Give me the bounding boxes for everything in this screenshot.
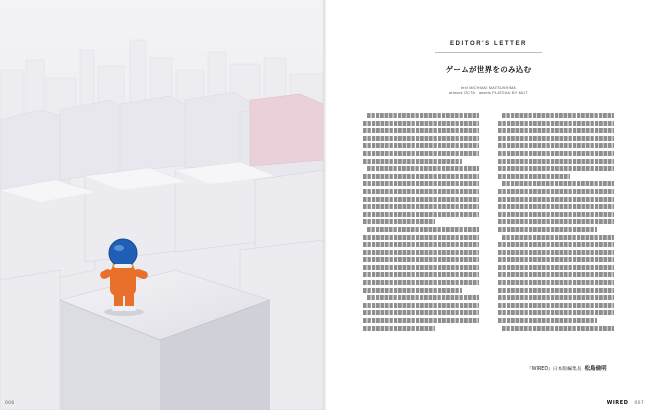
- text-line: [498, 219, 614, 224]
- body-column-right: [498, 113, 614, 335]
- text-line: [363, 326, 435, 331]
- astronaut-city-illustration: [0, 0, 323, 410]
- editor-title: 『WIRED』日本版編集長: [527, 367, 582, 372]
- text-credit: text MICHIAKI MATSUSHIMA: [461, 86, 516, 90]
- text-line: [498, 189, 614, 194]
- header-rule: [435, 52, 542, 53]
- text-line: [498, 303, 614, 308]
- text-line: [498, 310, 614, 315]
- page-number-right: 007: [634, 401, 644, 406]
- text-line: [498, 128, 614, 133]
- text-line: [363, 189, 479, 194]
- text-line: [363, 280, 479, 285]
- text-line: [363, 242, 479, 247]
- text-line: [498, 295, 614, 300]
- text-line: [502, 181, 614, 186]
- text-line: [498, 166, 614, 171]
- text-line: [502, 326, 614, 331]
- text-line: [363, 310, 479, 315]
- text-line: [498, 280, 614, 285]
- text-line: [367, 113, 479, 118]
- text-line: [498, 136, 614, 141]
- artwork-credit: artwork OCTA · assets PLATEAU BY MLIT: [448, 91, 529, 95]
- text-line: [363, 318, 479, 323]
- text-line: [363, 212, 479, 217]
- credits: [327, 86, 650, 96]
- text-line: [498, 121, 614, 126]
- text-line: [363, 181, 479, 186]
- text-line: [363, 174, 479, 179]
- text-line: [498, 250, 614, 255]
- text-line: [367, 227, 479, 232]
- text-line: [363, 265, 479, 270]
- text-line: [363, 257, 479, 262]
- section-kicker: EDITOR'S LETTER: [450, 41, 527, 47]
- text-line: [363, 303, 479, 308]
- page-number-left: 006: [5, 401, 15, 406]
- text-line: [502, 235, 614, 240]
- text-line: [498, 288, 614, 293]
- body-column-left: [363, 113, 479, 335]
- text-line: [363, 235, 479, 240]
- text-line: [363, 272, 479, 277]
- text-line: [363, 197, 479, 202]
- right-page: [327, 0, 650, 410]
- text-line: [367, 295, 479, 300]
- folio-right: [607, 400, 644, 406]
- text-line: [363, 250, 479, 255]
- text-line: [498, 257, 614, 262]
- text-line: [363, 151, 479, 156]
- article-headline: ゲームが世界をのみ込む: [445, 65, 532, 74]
- text-line: [363, 121, 479, 126]
- text-line: [367, 166, 479, 171]
- text-line: [498, 318, 597, 323]
- editor-name: 松島倫明: [584, 366, 607, 372]
- text-line: [363, 143, 479, 148]
- editor-signoff: [527, 364, 619, 372]
- text-line: [498, 212, 614, 217]
- text-line: [498, 204, 614, 209]
- text-line: [363, 204, 479, 209]
- text-line: [498, 159, 614, 164]
- left-page: [0, 0, 323, 410]
- text-line: [363, 128, 479, 133]
- text-line: [363, 159, 462, 164]
- text-line: [498, 265, 614, 270]
- text-line: [363, 288, 462, 293]
- text-line: [498, 272, 614, 277]
- text-line: [498, 227, 597, 232]
- text-line: [498, 143, 614, 148]
- text-line: [498, 174, 570, 179]
- text-line: [498, 197, 614, 202]
- text-line: [498, 242, 614, 247]
- text-line: [363, 219, 435, 224]
- text-line: [363, 136, 479, 141]
- text-line: [498, 151, 614, 156]
- text-line: [502, 113, 614, 118]
- wired-logo: WIRED: [606, 400, 629, 406]
